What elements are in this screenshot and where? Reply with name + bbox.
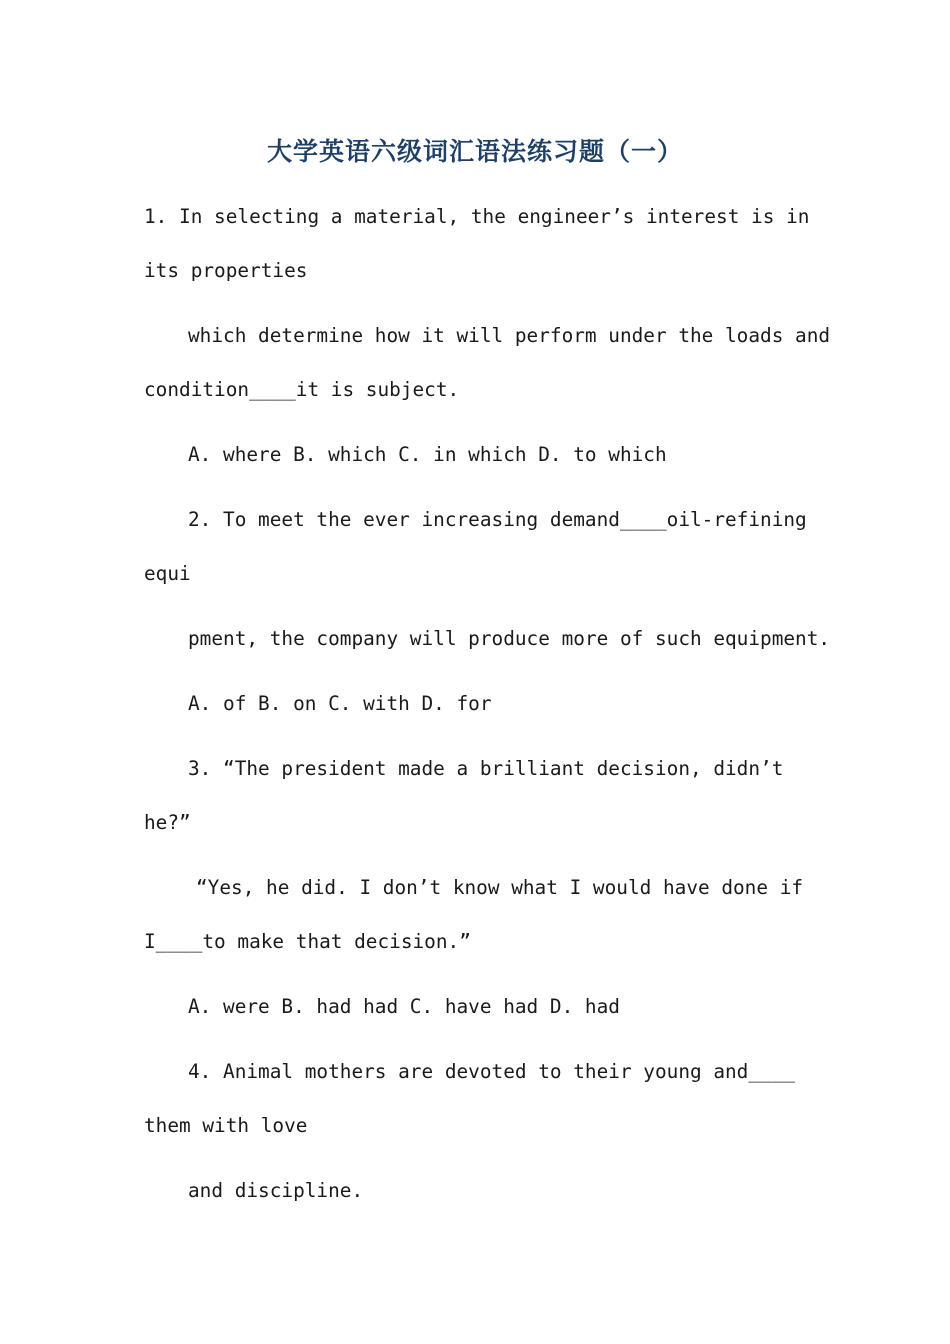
- question-3-line-3: “Yes, he did. I don’t know what I would have done if: [196, 876, 804, 899]
- question-1-options: A. where B. which C. in which D. to which: [188, 443, 667, 466]
- question-1-line-1: 1. In selecting a material, the engineer’s interest is in: [144, 205, 810, 228]
- question-3-line-2: he?”: [144, 811, 191, 834]
- question-3-line-4: I____to make that decision.”: [144, 930, 471, 953]
- question-1-line-2: its properties: [144, 259, 308, 282]
- question-2-line-3: pment, the company will produce more of such equipment.: [188, 627, 831, 650]
- document-title: 大学英语六级词汇语法练习题（一）: [266, 137, 683, 166]
- question-4-line-2: them with love: [144, 1114, 308, 1137]
- question-2-line-2: equi: [144, 562, 191, 585]
- question-3-line-1: 3. “The president made a brilliant decision, didn’t: [188, 757, 784, 780]
- question-2-options: A. of B. on C. with D. for: [188, 692, 492, 715]
- question-1-line-4: condition____it is subject.: [144, 378, 460, 401]
- question-4-line-1: 4. Animal mothers are devoted to their young and____: [188, 1060, 796, 1083]
- question-3-options: A. were B. had had C. have had D. had: [188, 995, 620, 1018]
- question-2-line-1: 2. To meet the ever increasing demand____oil-refining: [188, 508, 807, 531]
- question-4-line-3: and discipline.: [188, 1179, 364, 1202]
- question-1-line-3: which determine how it will perform under the loads and: [188, 324, 831, 347]
